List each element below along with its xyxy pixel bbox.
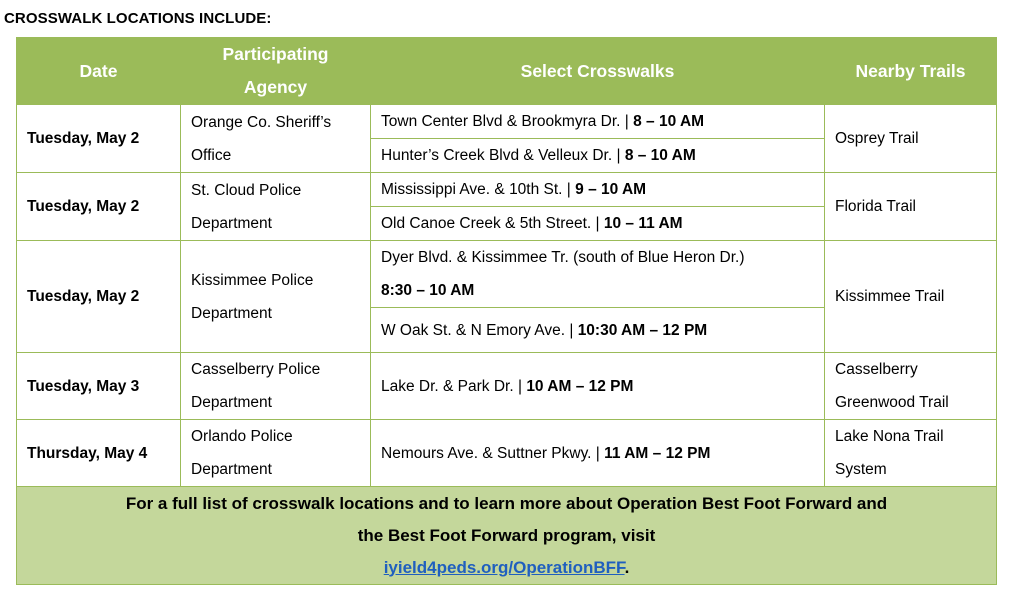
- row-agency: [181, 173, 371, 241]
- crosswalk-cell: [371, 173, 825, 207]
- trail-line1: Kissimmee Trail: [835, 288, 945, 305]
- table-row: [17, 241, 997, 308]
- trail-line1: Osprey Trail: [835, 130, 919, 147]
- footer-link-suffix: .: [624, 557, 630, 577]
- agency-line1: Orange Co. Sheriff’s: [191, 113, 332, 131]
- trail-line2: System: [835, 461, 887, 478]
- table-row: [17, 420, 997, 487]
- header-agency-line2: Agency: [243, 77, 308, 97]
- crosswalk-time: 8:30 – 10 AM: [381, 282, 475, 299]
- row-date: Tuesday, May 2: [17, 173, 181, 241]
- crosswalk-cell: [371, 207, 825, 241]
- agency-line1: Kissimmee Police: [191, 271, 314, 289]
- crosswalk-time: 10:30 AM – 12 PM: [577, 321, 708, 339]
- crosswalk-cell: [371, 353, 825, 420]
- footer-line2: the Best Foot Forward program, visit: [357, 525, 656, 545]
- agency-line2: Department: [191, 214, 272, 232]
- crosswalk-location: Old Canoe Creek & 5th Street. |: [381, 215, 604, 232]
- agency-line2: Office: [191, 146, 232, 164]
- row-date: Tuesday, May 3: [17, 353, 181, 420]
- crosswalk-time: 8 – 10 AM: [624, 147, 696, 164]
- crosswalk-time: 10 AM – 12 PM: [526, 377, 634, 395]
- trail-line1: Lake Nona Trail: [835, 428, 944, 445]
- page-heading: CROSSWALK LOCATIONS INCLUDE:: [4, 10, 272, 27]
- agency-line1: St. Cloud Police: [191, 181, 302, 199]
- trail-line1: Casselberry: [835, 361, 918, 378]
- table-row: [17, 353, 997, 420]
- table-header-row: [17, 38, 997, 105]
- crosswalk-time: 9 – 10 AM: [575, 181, 647, 198]
- crosswalk-location: Hunter’s Creek Blvd & Velleux Dr. |: [381, 147, 625, 164]
- footer-cell: [17, 487, 997, 585]
- row-date: Tuesday, May 2: [17, 241, 181, 353]
- crosswalk-time: 8 – 10 AM: [633, 113, 705, 130]
- crosswalk-location: Nemours Ave. & Suttner Pkwy. |: [381, 444, 605, 462]
- header-agency-line1: Participating: [222, 44, 329, 64]
- footer-line3: [27, 552, 986, 584]
- row-agency: [181, 241, 371, 353]
- crosswalk-location: Mississippi Ave. & 10th St. |: [381, 181, 576, 198]
- table-row: [17, 105, 997, 139]
- row-trail: [825, 173, 997, 241]
- crosswalk-cell: [371, 308, 825, 353]
- crosswalk-location: Town Center Blvd & Brookmyra Dr. |: [381, 113, 634, 130]
- crosswalk-cell: [371, 241, 825, 308]
- row-date: Tuesday, May 2: [17, 105, 181, 173]
- footer-line1: For a full list of crosswalk locations and to learn more about Operation Best Foot Forward and: [125, 493, 888, 513]
- crosswalk-time: 10 – 11 AM: [603, 215, 683, 232]
- row-agency: [181, 353, 371, 420]
- crosswalk-time: 11 AM – 12 PM: [604, 444, 711, 462]
- footer-link[interactable]: iyield4peds.org/OperationBFF: [383, 557, 625, 577]
- trail-line2: Greenwood Trail: [835, 394, 949, 411]
- row-date: Thursday, May 4: [17, 420, 181, 487]
- row-trail: [825, 420, 997, 487]
- agency-line2: Department: [191, 304, 272, 322]
- agency-line2: Department: [191, 461, 272, 478]
- header-crosswalks: Select Crosswalks: [371, 38, 825, 105]
- table-row: [17, 173, 997, 207]
- row-agency: [181, 105, 371, 173]
- agency-line2: Department: [191, 394, 272, 411]
- row-trail: [825, 241, 997, 353]
- agency-line1: Orlando Police: [191, 428, 293, 445]
- row-trail: [825, 105, 997, 173]
- header-trails: Nearby Trails: [825, 38, 997, 105]
- crosswalk-location: W Oak St. & N Emory Ave. |: [381, 321, 578, 339]
- table-footer-row: [17, 487, 997, 585]
- crosswalk-cell: [371, 139, 825, 173]
- crosswalk-cell: [371, 105, 825, 139]
- header-date: Date: [17, 38, 181, 105]
- row-trail: [825, 353, 997, 420]
- agency-line1: Casselberry Police: [191, 361, 321, 378]
- row-agency: [181, 420, 371, 487]
- trail-line1: Florida Trail: [835, 198, 916, 215]
- header-agency: [181, 38, 371, 105]
- crosswalk-table: [16, 37, 997, 585]
- crosswalk-location: Dyer Blvd. & Kissimmee Tr. (south of Blue Heron Dr.): [381, 249, 745, 266]
- crosswalk-cell: [371, 420, 825, 487]
- crosswalk-location: Lake Dr. & Park Dr. |: [381, 377, 527, 395]
